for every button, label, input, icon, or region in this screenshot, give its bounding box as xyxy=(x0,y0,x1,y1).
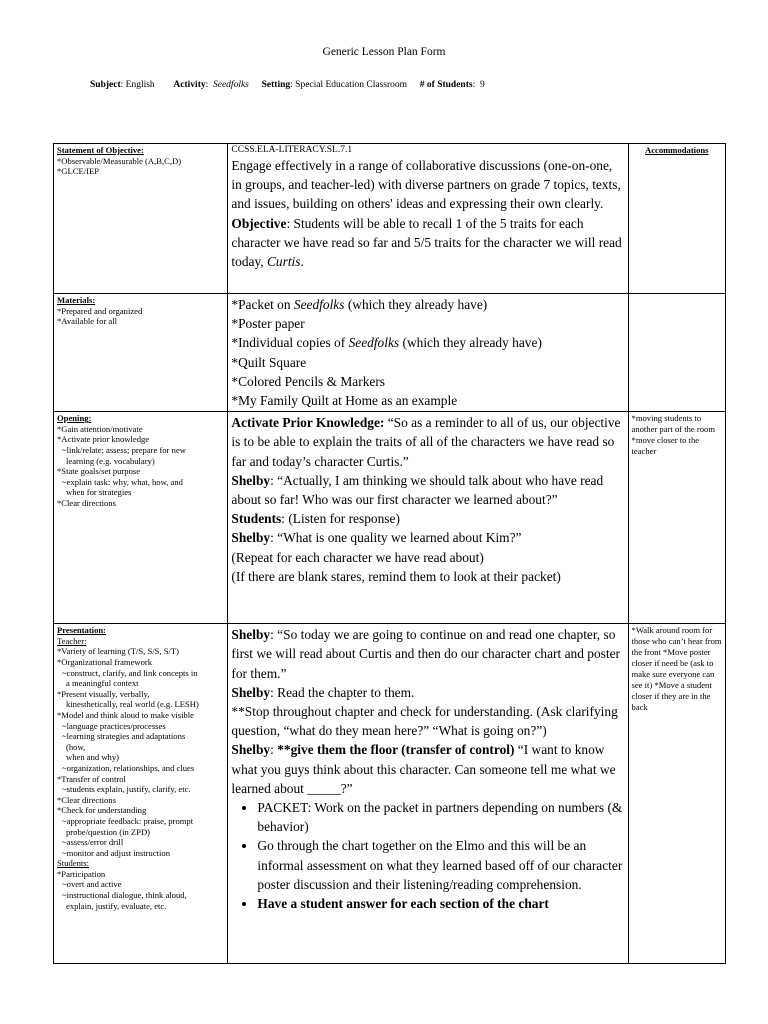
teacher-criteria xyxy=(57,646,224,858)
criteria-item: *Present visually, verbally, xyxy=(57,688,150,699)
material-item: *Packet on Seedfolks (which they already have) xyxy=(231,297,488,312)
criteria-item: *Prepared and organized xyxy=(57,305,143,316)
accommodations-header: Accommodations xyxy=(645,145,709,155)
criteria-item: *Observable/Measurable (A,B,C,D) xyxy=(57,155,182,166)
criteria-item: when for strategies xyxy=(66,487,132,498)
students-label: # of Students xyxy=(419,80,473,90)
materials-heading: Materials: xyxy=(57,295,96,305)
criteria-item: ~monitor and adjust instruction xyxy=(62,847,171,858)
opening-heading: Opening: xyxy=(57,413,92,424)
criteria-item: ~appropriate feedback: praise, prompt xyxy=(62,815,194,826)
opening-accommodations: *moving students to another part of the room *move closer to the teacher xyxy=(628,412,725,624)
objective-heading: Statement of Objective: xyxy=(57,145,144,155)
bullet-item: • Go through the chart together on the Elmo and this will be an informal assessment on what they learned based off of our character poster discussion and their listening/reading comprehension. xyxy=(257,836,624,894)
opening-line: Students: (Listen for response) xyxy=(231,511,400,527)
setting-value: Special Education Classroom xyxy=(295,80,408,90)
bullet-item: • PACKET: Work on the packet in partners depending on numbers (& behavior) xyxy=(257,798,624,836)
material-item: *My Family Quilt at Home as an example xyxy=(231,393,458,409)
criteria-item: ~link/relate; assess; prepare for new xyxy=(62,445,186,455)
criteria-item: *Clear directions xyxy=(57,497,116,508)
students-value: 9 xyxy=(479,80,485,90)
bullet-item: • Have a student answer for each section of the chart xyxy=(257,894,624,913)
presentation-intro: Shelby: “So today we are going to continue on and read one chapter, so first we will read about Curtis and then do our character chart and poster for them.” xyxy=(231,627,620,681)
presentation-script xyxy=(228,624,628,964)
criteria-item: *Transfer of control xyxy=(57,773,126,784)
objective-label-cell xyxy=(54,144,228,294)
criteria-item: *Available for all xyxy=(57,316,117,327)
criteria-item: ~organization, relationships, and clues xyxy=(62,762,195,773)
material-item: *Individual copies of Seedfolks (which they already have) xyxy=(231,335,542,351)
standard-code: CCSS.ELA-LITERACY.SL.7.1 xyxy=(231,145,353,155)
criteria-item: when and why) xyxy=(66,752,119,763)
opening-criteria xyxy=(57,424,224,509)
opening-line: Shelby: “What is one quality we learned about Kim?” xyxy=(231,530,522,546)
opening-script xyxy=(228,412,628,624)
teacher-subheading: Teacher: xyxy=(57,635,87,646)
presentation-read-step: Shelby: Read the chapter to them. xyxy=(231,684,415,700)
material-item: *Colored Pencils & Markers xyxy=(231,373,385,389)
criteria-item: ~overt and active xyxy=(62,879,122,890)
presentation-bullets xyxy=(231,798,624,913)
subject-value: English xyxy=(125,80,155,90)
presentation-transfer-step: Shelby: **give them the floor (transfer of control) “I want to know what you guys think about this character. Can someone tell me what we learned about _____?” xyxy=(231,742,616,796)
criteria-item: ~instructional dialogue, think aloud, xyxy=(62,890,187,901)
objective-label: Objective xyxy=(231,215,287,231)
criteria-item: (how, xyxy=(66,741,86,752)
criteria-item: kinesthetically, real world (e.g. LESH) xyxy=(66,699,199,710)
criteria-item: a meaningful context xyxy=(66,678,139,689)
lesson-meta: Subject: English Activity: Seedfolks Setting: Special Education Classroom # of Students: 9 xyxy=(90,80,485,90)
criteria-item: *Activate prior knowledge xyxy=(57,434,150,445)
material-item: *Quilt Square xyxy=(231,354,307,370)
materials-list xyxy=(228,294,628,412)
materials-label-cell xyxy=(54,294,228,412)
opening-line: (Repeat for each character we have read about) xyxy=(231,549,484,565)
standard-text: Engage effectively in a range of collaborative discussions (one-on-one, in groups, and teacher-led) with diverse partners on grade 7 topics, texts, and issues, building on others' ideas and expressing their own clearly. xyxy=(231,158,621,212)
lesson-plan-table xyxy=(53,143,726,964)
student-criteria xyxy=(57,869,224,911)
activity-value: Seedfolks xyxy=(213,80,249,90)
objective-row xyxy=(54,144,726,294)
objective-accommodations-cell xyxy=(628,144,725,294)
criteria-item: probe/question (in ZPD) xyxy=(66,826,151,837)
opening-row xyxy=(54,412,726,624)
presentation-row xyxy=(54,624,726,964)
criteria-item: explain, justify, evaluate, etc. xyxy=(66,900,167,911)
objective-criteria xyxy=(57,156,224,177)
criteria-item: ~construct, clarify, and link concepts in xyxy=(62,667,198,678)
presentation-heading: Presentation: xyxy=(57,625,107,636)
criteria-item: learning (e.g. vocabulary) xyxy=(66,455,155,466)
criteria-item: *Variety of learning (T/S, S/S, S/T) xyxy=(57,646,179,657)
criteria-item: ~assess/error drill xyxy=(62,837,124,848)
criteria-item: ~students explain, justify, clarify, etc. xyxy=(62,784,191,795)
presentation-check-step: **Stop throughout chapter and check for understanding. (Ask clarifying question, “what do they mean here?” “What is going on?”) xyxy=(231,704,618,739)
presentation-label-cell xyxy=(54,624,228,964)
materials-criteria xyxy=(57,306,224,327)
criteria-item: ~language practices/processes xyxy=(62,720,166,731)
presentation-accommodations: *Walk around room for those who can’t hear from the front *Move poster closer if need be (ask to make sure everyone can see it) *Move a student closer if they are in the back xyxy=(628,624,725,964)
criteria-item: *GLCE/IEP xyxy=(57,166,100,177)
objective-statement: Objective: Students will be able to recall 1 of the 5 traits for each character we have read so far and 5/5 traits for the character we will read today, Curtis. xyxy=(231,215,622,270)
criteria-item: ~explain task: why, what, how, and xyxy=(62,476,183,487)
opening-line: (If there are blank stares, remind them to look at their packet) xyxy=(231,568,561,584)
criteria-item: *Participation xyxy=(57,868,106,879)
criteria-item: *Clear directions xyxy=(57,794,116,805)
opening-line: Shelby: “Actually, I am thinking we should talk about who have read about so far! Who was our first character we learned about?” xyxy=(231,472,604,508)
activity-label: Activity xyxy=(173,80,206,90)
criteria-item: ~learning strategies and adaptations xyxy=(62,731,186,742)
opening-label-cell xyxy=(54,412,228,624)
materials-row xyxy=(54,294,726,412)
material-item: *Poster paper xyxy=(231,316,305,332)
page-title: Generic Lesson Plan Form xyxy=(322,46,446,58)
materials-accommodations-cell xyxy=(628,294,725,412)
criteria-item: *Gain attention/motivate xyxy=(57,423,143,434)
opening-line: Activate Prior Knowledge: “So as a reminder to all of us, our objective is to be able to explain the traits of all of the characters we have read so far and today’s character Curtis.” xyxy=(231,415,621,469)
setting-label: Setting xyxy=(261,80,291,90)
criteria-item: *Model and think aloud to make visible xyxy=(57,709,195,720)
students-subheading: Students: xyxy=(57,858,89,869)
criteria-item: *Organizational framework xyxy=(57,657,153,667)
subject-label: Subject xyxy=(90,80,121,90)
objective-content-cell xyxy=(228,144,628,294)
criteria-item: *Check for understanding xyxy=(57,805,147,816)
criteria-item: *State goals/set purpose xyxy=(57,466,141,477)
